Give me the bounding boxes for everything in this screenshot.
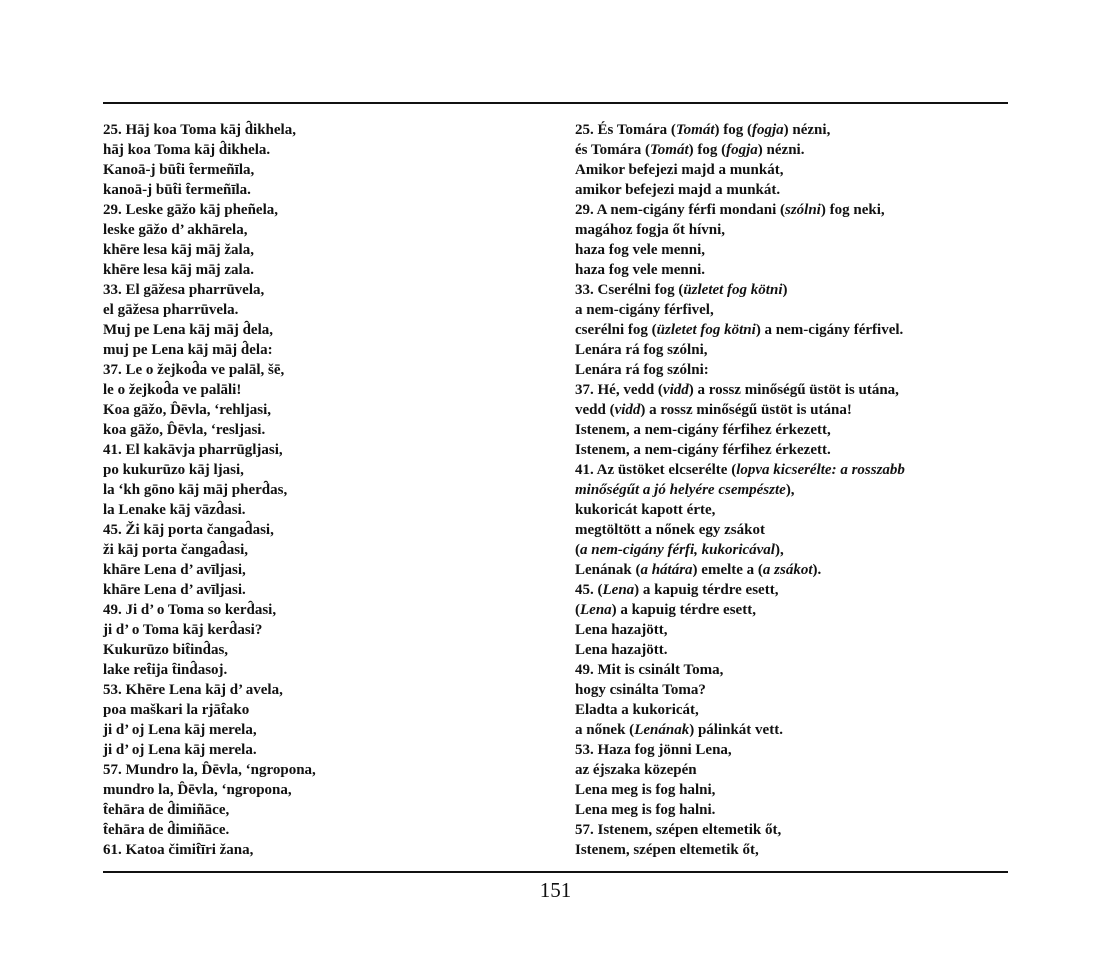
romani-verse-line: lake ret̑ija t̑ind̑asoj. <box>103 662 228 678</box>
translation-line <box>575 680 1008 700</box>
translation-text: 25. És Tomára ( <box>575 122 676 138</box>
romani-verse-line: 37. Le o žejkod̑a ve palāl, šē, <box>103 362 285 378</box>
translation-line <box>575 280 1008 300</box>
translation-text: 49. Mit is csinált Toma, <box>575 662 724 678</box>
romani-verse-line: koa gāžo, D̑ēvla, ‘resljasi. <box>103 422 266 438</box>
romani-verse-line: leske gāžo d’ akhārela, <box>103 222 248 238</box>
gloss-italic: lopva kicserélte: a rosszabb <box>736 462 905 478</box>
romani-verse-line: ži kāj porta čangad̑asi, <box>103 542 249 558</box>
translation-line <box>575 560 1008 580</box>
translation-line <box>575 520 1008 540</box>
translation-text: ) a rossz minőségű üstöt is utána, <box>688 382 899 398</box>
romani-verse-line: ji d’ oj Lena kāj merela, <box>103 722 257 738</box>
gloss-italic: a zsákot <box>762 562 813 578</box>
translation-line <box>575 840 1008 860</box>
romani-verse-line: Kanoā-j būt̑i t̑ermeñīla, <box>103 162 255 178</box>
translation-text: amikor befejezi majd a munkát. <box>575 182 781 198</box>
translation-text: ) a kapuig térdre esett, <box>611 602 756 618</box>
romani-verse-line: t̑ehāra de d̑imiñāce. <box>103 822 230 838</box>
page-number: 151 <box>539 878 572 902</box>
translation-text: 53. Haza fog jönni Lena, <box>575 742 732 758</box>
gloss-italic: Tomát <box>650 142 689 158</box>
gloss-italic: vidd <box>614 402 641 418</box>
translation-text: ) <box>782 282 788 298</box>
translation-text: megtöltött a nőnek egy zsákot <box>575 522 765 538</box>
translation-text: ), <box>785 482 795 498</box>
translation-text: Lena meg is fog halni. <box>575 802 716 818</box>
translation-text: Lena hazajött. <box>575 642 668 658</box>
romani-text-column <box>103 120 543 860</box>
translation-line <box>575 620 1008 640</box>
gloss-italic: a hátára <box>640 562 693 578</box>
gloss-italic: a nem-cigány férfi, kukoricával <box>580 542 775 558</box>
romani-verse-line: khāre Lena d’ avīljasi. <box>103 582 246 598</box>
translation-text: ). <box>812 562 822 578</box>
translation-line <box>575 500 1008 520</box>
translation-text: ) fog ( <box>688 142 727 158</box>
romani-verse-line: khāre Lena d’ avīljasi, <box>103 562 246 578</box>
translation-text: ) fog ( <box>714 122 752 138</box>
translation-line <box>575 800 1008 820</box>
translation-line <box>575 580 1008 600</box>
translation-text: ) nézni, <box>783 122 831 138</box>
translation-line <box>575 260 1008 280</box>
romani-verse-line: Muj pe Lena kāj māj d̑ela, <box>103 322 273 338</box>
translation-line <box>575 820 1008 840</box>
translation-text: ) a rossz minőségű üstöt is utána! <box>640 402 852 418</box>
romani-verse-line: 53. Khēre Lena kāj d’ avela, <box>103 682 283 698</box>
translation-text: Lenának ( <box>575 562 641 578</box>
translation-text: és Tomára ( <box>575 142 650 158</box>
gloss-italic: fogja <box>726 142 758 158</box>
translation-line <box>575 640 1008 660</box>
translation-line <box>575 420 1008 440</box>
translation-text: ( <box>575 542 580 558</box>
translation-line <box>575 240 1008 260</box>
romani-verse-line: 45. Ži kāj porta čangad̑asi, <box>103 522 274 538</box>
romani-verse-line: po kukurūzo kāj ljasi, <box>103 462 244 478</box>
translation-line <box>575 660 1008 680</box>
translation-text: ) fog neki, <box>820 202 885 218</box>
translation-text: kukoricát kapott érte, <box>575 502 716 518</box>
translation-text: ) emelte a ( <box>692 562 763 578</box>
translation-line <box>575 740 1008 760</box>
translation-line <box>575 180 1008 200</box>
gloss-italic: Lena <box>580 602 612 618</box>
translation-line <box>575 760 1008 780</box>
translation-text: 37. Hé, vedd ( <box>575 382 663 398</box>
translation-line <box>575 540 1008 560</box>
gloss-italic: Lena <box>602 582 635 598</box>
translation-line <box>575 780 1008 800</box>
hungarian-translation-column <box>575 120 1008 860</box>
translation-text: Lena meg is fog halni, <box>575 782 716 798</box>
translation-text: haza fog vele menni, <box>575 242 705 258</box>
romani-verse-line: ji d’ o Toma kāj kerd̑asi? <box>103 622 263 638</box>
translation-line <box>575 460 1008 480</box>
translation-text: a nem-cigány férfivel, <box>575 302 714 318</box>
translation-line <box>575 440 1008 460</box>
romani-verse-line: 29. Leske gāžo kāj pheñela, <box>103 202 279 218</box>
translation-line <box>575 300 1008 320</box>
translation-text: hogy csinálta Toma? <box>575 682 706 698</box>
translation-line <box>575 480 1008 500</box>
translation-text: Lena hazajött, <box>575 622 668 638</box>
gloss-italic: szólni <box>785 202 821 218</box>
translation-text: Lenára rá fog szólni, <box>575 342 708 358</box>
translation-line <box>575 320 1008 340</box>
romani-verse-line: 33. El gāžesa pharrūvela, <box>103 282 265 298</box>
translation-text: Istenem, a nem-cigány férfihez érkezett. <box>575 442 831 458</box>
romani-verse-line: 57. Mundro la, D̑ēvla, ‘ngropona, <box>103 762 316 778</box>
romani-verse-line: 25. Hāj koa Toma kāj d̑ikhela, <box>103 122 296 138</box>
translation-line <box>575 380 1008 400</box>
romani-verse-line: kanoā-j būt̑i t̑ermeñīla. <box>103 182 251 198</box>
romani-verse-line: poa maškari la rjāt̑ako <box>103 702 250 718</box>
translation-text: ), <box>774 542 784 558</box>
translation-line <box>575 340 1008 360</box>
translation-text: ) pálinkát vett. <box>689 722 783 738</box>
translation-text: haza fog vele menni. <box>575 262 705 278</box>
romani-verse-line: hāj koa Toma kāj d̑ikhela. <box>103 142 271 158</box>
translation-text: ) nézni. <box>757 142 805 158</box>
translation-text: a nőnek ( <box>575 722 635 738</box>
romani-verse-line: 41. El kakāvja pharrūgljasi, <box>103 442 283 458</box>
romani-verse-line: mundro la, D̑ēvla, ‘ngropona, <box>103 782 292 798</box>
romani-verse-line: 61. Katoa čimit̑īri žana, <box>103 842 254 858</box>
romani-verse-line: la Lenake kāj vāzd̑asi. <box>103 502 246 518</box>
translation-text: ( <box>575 602 580 618</box>
translation-line <box>575 700 1008 720</box>
translation-text: 33. Cserélni fog ( <box>575 282 684 298</box>
translation-line <box>575 400 1008 420</box>
translation-text: Istenem, szépen eltemetik őt, <box>575 842 759 858</box>
translation-text: 41. Az üstöket elcserélte ( <box>575 462 737 478</box>
translation-text: cserélni fog ( <box>575 322 657 338</box>
translation-text: magához fogja őt hívni, <box>575 222 725 238</box>
translation-line <box>575 160 1008 180</box>
bottom-rule <box>103 871 1008 873</box>
translation-line <box>575 600 1008 620</box>
translation-line <box>575 720 1008 740</box>
translation-text: vedd ( <box>575 402 615 418</box>
translation-line <box>575 200 1008 220</box>
romani-verse-line: Koa gāžo, D̑ēvla, ‘rehljasi, <box>103 402 272 418</box>
romani-verse-line: el gāžesa pharrūvela. <box>103 302 239 318</box>
translation-text: 29. A nem-cigány férfi mondani ( <box>575 202 785 218</box>
romani-verse-line: khēre lesa kāj māj žala, <box>103 242 254 258</box>
top-rule <box>103 102 1008 104</box>
translation-text: ) a nem-cigány férfivel. <box>755 322 904 338</box>
gloss-italic: üzletet fog kötni <box>683 282 783 298</box>
translation-line <box>575 140 1008 160</box>
gloss-italic: Tomát <box>675 122 715 138</box>
romani-verse-line: Kukurūzo bit̑ind̑as, <box>103 642 229 658</box>
gloss-italic: Lenának <box>634 722 690 738</box>
romani-verse-line: le o žejkod̑a ve palāli! <box>103 382 242 398</box>
translation-text: az éjszaka közepén <box>575 762 697 778</box>
translation-text: Istenem, a nem-cigány férfihez érkezett, <box>575 422 831 438</box>
romani-verse-line: ji d’ oj Lena kāj merela. <box>103 742 257 758</box>
translation-line <box>575 120 1008 140</box>
gloss-italic: vidd <box>662 382 689 398</box>
translation-text: Eladta a kukoricát, <box>575 702 699 718</box>
romani-verse-line: la ‘kh gōno kāj māj pherd̑as, <box>103 482 288 498</box>
translation-text: Amikor befejezi majd a munkát, <box>575 162 784 178</box>
translation-text: 57. Istenem, szépen eltemetik őt, <box>575 822 782 838</box>
translation-text: ) a kapuig térdre esett, <box>634 582 779 598</box>
gloss-italic: fogja <box>751 122 784 138</box>
translation-text: Lenára rá fog szólni: <box>575 362 709 378</box>
gloss-italic: minőségűt a jó helyére csempészte <box>575 482 786 498</box>
romani-verse-line: khēre lesa kāj māj zala. <box>103 262 254 278</box>
gloss-italic: üzletet fog kötni <box>656 322 756 338</box>
translation-text: 45. ( <box>575 582 603 598</box>
translation-line <box>575 360 1008 380</box>
romani-verse-line: muj pe Lena kāj māj d̑ela: <box>103 342 273 358</box>
romani-verse-line: t̑ehāra de d̑imiñāce, <box>103 802 230 818</box>
translation-line <box>575 220 1008 240</box>
romani-verse-line: 49. Ji d’ o Toma so kerd̑asi, <box>103 602 277 618</box>
